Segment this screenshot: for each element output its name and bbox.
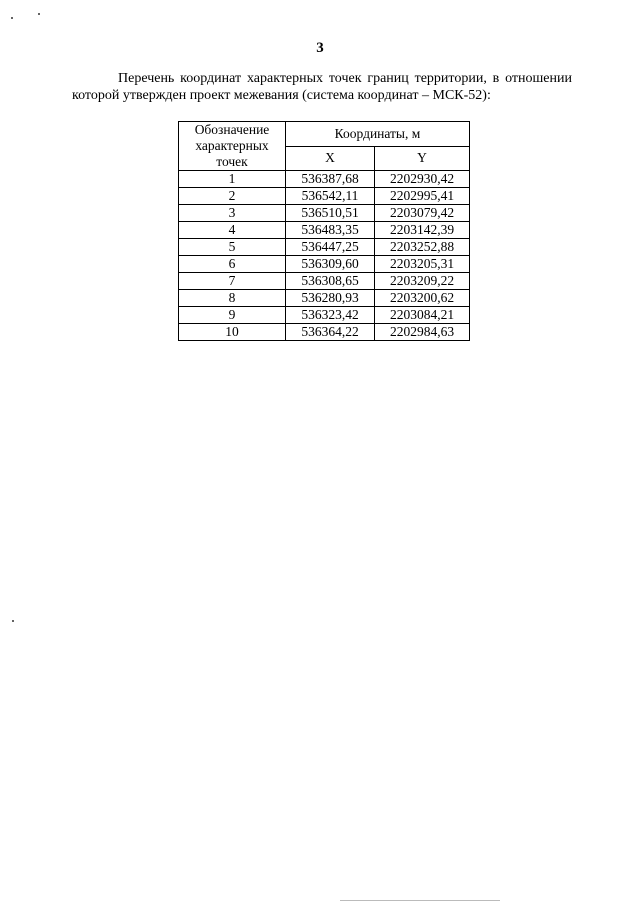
cell-y: 2202930,42	[375, 171, 470, 188]
cell-point: 9	[179, 307, 286, 324]
cell-y: 2203209,22	[375, 273, 470, 290]
cell-point: 4	[179, 222, 286, 239]
cell-y: 2203079,42	[375, 205, 470, 222]
cell-y: 2203200,62	[375, 290, 470, 307]
cell-y: 2203252,88	[375, 239, 470, 256]
header-coordinates: Координаты, м	[286, 122, 470, 147]
cell-point: 7	[179, 273, 286, 290]
page-number: 3	[316, 40, 324, 56]
table-row	[179, 324, 470, 341]
header-point-designation: Обозначение характерных точек	[179, 122, 286, 171]
cell-point: 5	[179, 239, 286, 256]
scan-speck	[12, 620, 14, 622]
cell-x: 536542,11	[286, 188, 375, 205]
table-row	[179, 222, 470, 239]
table-row	[179, 171, 470, 188]
table-row	[179, 239, 470, 256]
table-row	[179, 290, 470, 307]
cell-point: 8	[179, 290, 286, 307]
cell-x: 536323,42	[286, 307, 375, 324]
intro-line-1: Перечень координат характерных точек границ территории, в отношении	[118, 71, 572, 86]
cell-point: 6	[179, 256, 286, 273]
coordinates-table-body	[179, 171, 470, 341]
cell-x: 536308,65	[286, 273, 375, 290]
table-row	[179, 307, 470, 324]
cell-x: 536483,35	[286, 222, 375, 239]
cell-x: 536387,68	[286, 171, 375, 188]
cell-y: 2202984,63	[375, 324, 470, 341]
cell-point: 3	[179, 205, 286, 222]
cell-point: 10	[179, 324, 286, 341]
intro-line-2: которой утвержден проект межевания (система координат – МСК-52):	[72, 88, 491, 103]
scan-artifact-line	[340, 900, 500, 901]
table-row	[179, 256, 470, 273]
cell-x: 536280,93	[286, 290, 375, 307]
cell-y: 2202995,41	[375, 188, 470, 205]
table-row	[179, 273, 470, 290]
cell-x: 536364,22	[286, 324, 375, 341]
scan-speck	[38, 13, 40, 15]
cell-point: 1	[179, 171, 286, 188]
coordinates-table	[178, 121, 470, 341]
table-row	[179, 205, 470, 222]
cell-point: 2	[179, 188, 286, 205]
cell-y: 2203142,39	[375, 222, 470, 239]
header-x: X	[286, 146, 375, 171]
scan-speck	[11, 17, 13, 19]
cell-y: 2203084,21	[375, 307, 470, 324]
cell-x: 536510,51	[286, 205, 375, 222]
header-y: Y	[375, 146, 470, 171]
intro-paragraph	[72, 70, 572, 104]
cell-y: 2203205,31	[375, 256, 470, 273]
cell-x: 536447,25	[286, 239, 375, 256]
cell-x: 536309,60	[286, 256, 375, 273]
table-row	[179, 188, 470, 205]
